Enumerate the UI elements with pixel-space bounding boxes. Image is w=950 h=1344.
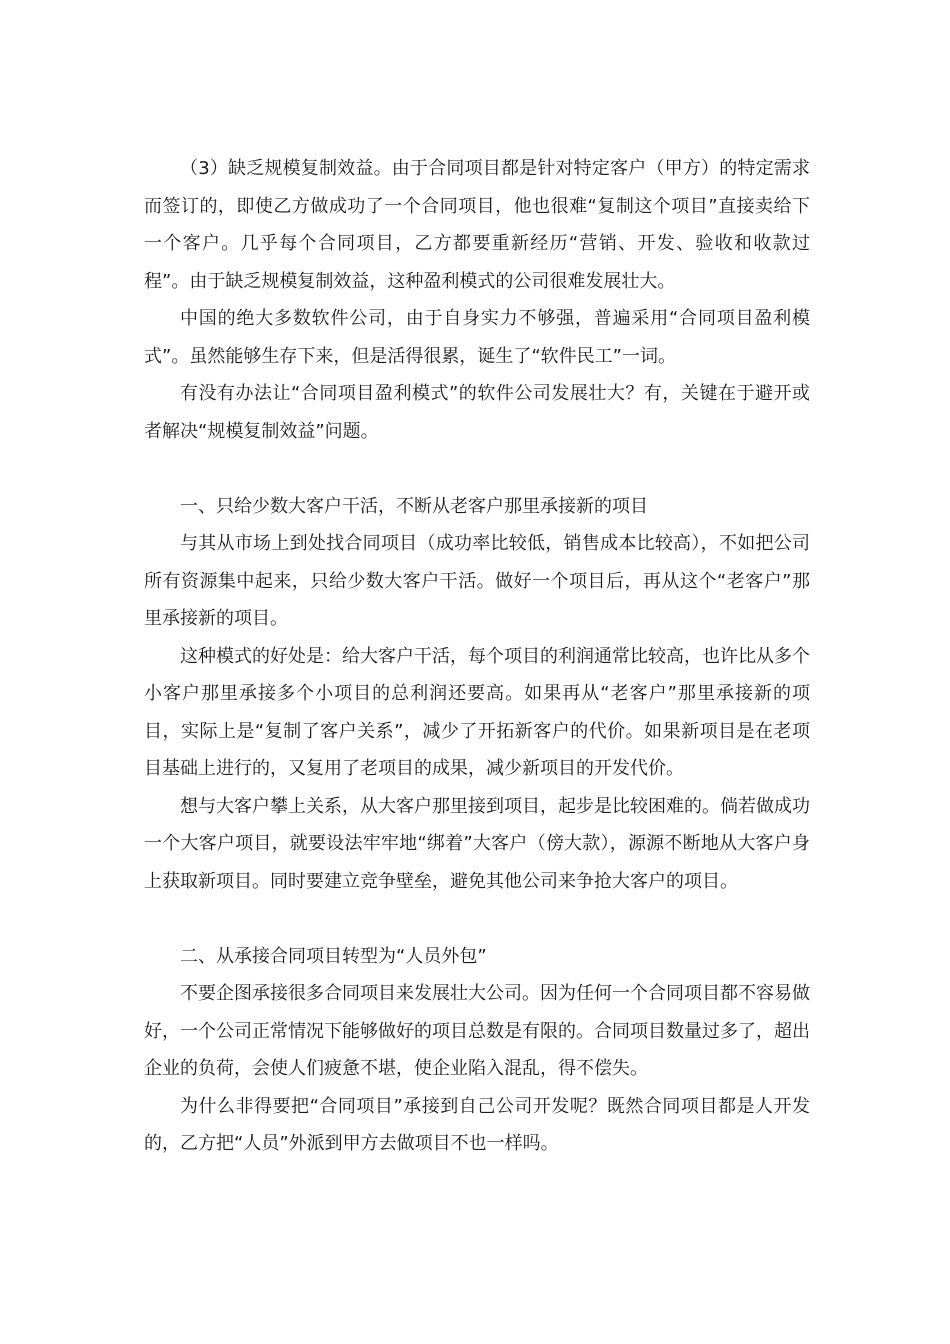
paragraph-scale-replication: （3）缺乏规模复制效益。由于合同项目都是针对特定客户（甲方）的特定需求而签订的，即使乙方做成功了一个合同项目，他也很难“复制这个项目”直接卖给下一个客户。几乎每个合同项目，乙方都要重新经历“营销、开发、验收和收款过程”。由于缺乏规模复制效益，这种盈利模式的公司很难发展壮大。 [144, 158, 810, 292]
paragraph-solution-question: 有没有办法让“合同项目盈利模式”的软件公司发展壮大？有，关键在于避开或者解决“规模复制效益”问题。 [144, 383, 810, 442]
paragraph-staff-outsourcing: 为什么非得要把“合同项目”承接到自己公司开发呢？既然合同项目都是人开发的，乙方把“人员”外派到甲方去做项目不也一样吗。 [144, 1095, 810, 1154]
section-heading-2: 二、从承接合同项目转型为“人员外包” [180, 945, 487, 967]
section-heading-1: 一、只给少数大客户干活，不断从老客户那里承接新的项目 [180, 495, 648, 517]
document-body [144, 150, 810, 1163]
paragraph-mode-benefits: 这种模式的好处是：给大客户干活，每个项目的利润通常比较高，也许比从多个小客户那里承接多个小项目的总利润还要高。如果再从“老客户”那里承接新的项目，实际上是“复制了客户关系”，减少了开拓新客户的代价。如果新项目是在老项目基础上进行的，又复用了老项目的成果，减少新项目的开发代价。 [144, 645, 810, 779]
paragraph-limit-projects: 不要企图承接很多合同项目来发展壮大公司。因为任何一个合同项目都不容易做好，一个公司正常情况下能够做好的项目总数是有限的。合同项目数量过多了，超出企业的负荷，会使人们疲惫不堪，使企业陷入混乱，得不偿失。 [144, 983, 810, 1079]
section-gap [144, 450, 810, 488]
paragraph-bind-clients: 想与大客户攀上关系，从大客户那里接到项目，起步是比较困难的。倘若做成功一个大客户项目，就要设法牢牢地“绑着”大客户（傍大款），源源不断地从大客户身上获取新项目。同时要建立竞争壁垒，避免其他公司来争抢大客户的项目。 [144, 795, 810, 892]
paragraph-focus-clients: 与其从市场上到处找合同项目（成功率比较低，销售成本比较高），不如把公司所有资源集中起来，只给少数大客户干活。做好一个项目后，再从这个“老客户”那里承接新的项目。 [144, 533, 810, 629]
section-gap [144, 900, 810, 938]
paragraph-software-workers: 中国的绝大多数软件公司，由于自身实力不够强，普遍采用“合同项目盈利模式”。虽然能够生存下来，但是活得很累，诞生了“软件民工”一词。 [144, 308, 810, 367]
